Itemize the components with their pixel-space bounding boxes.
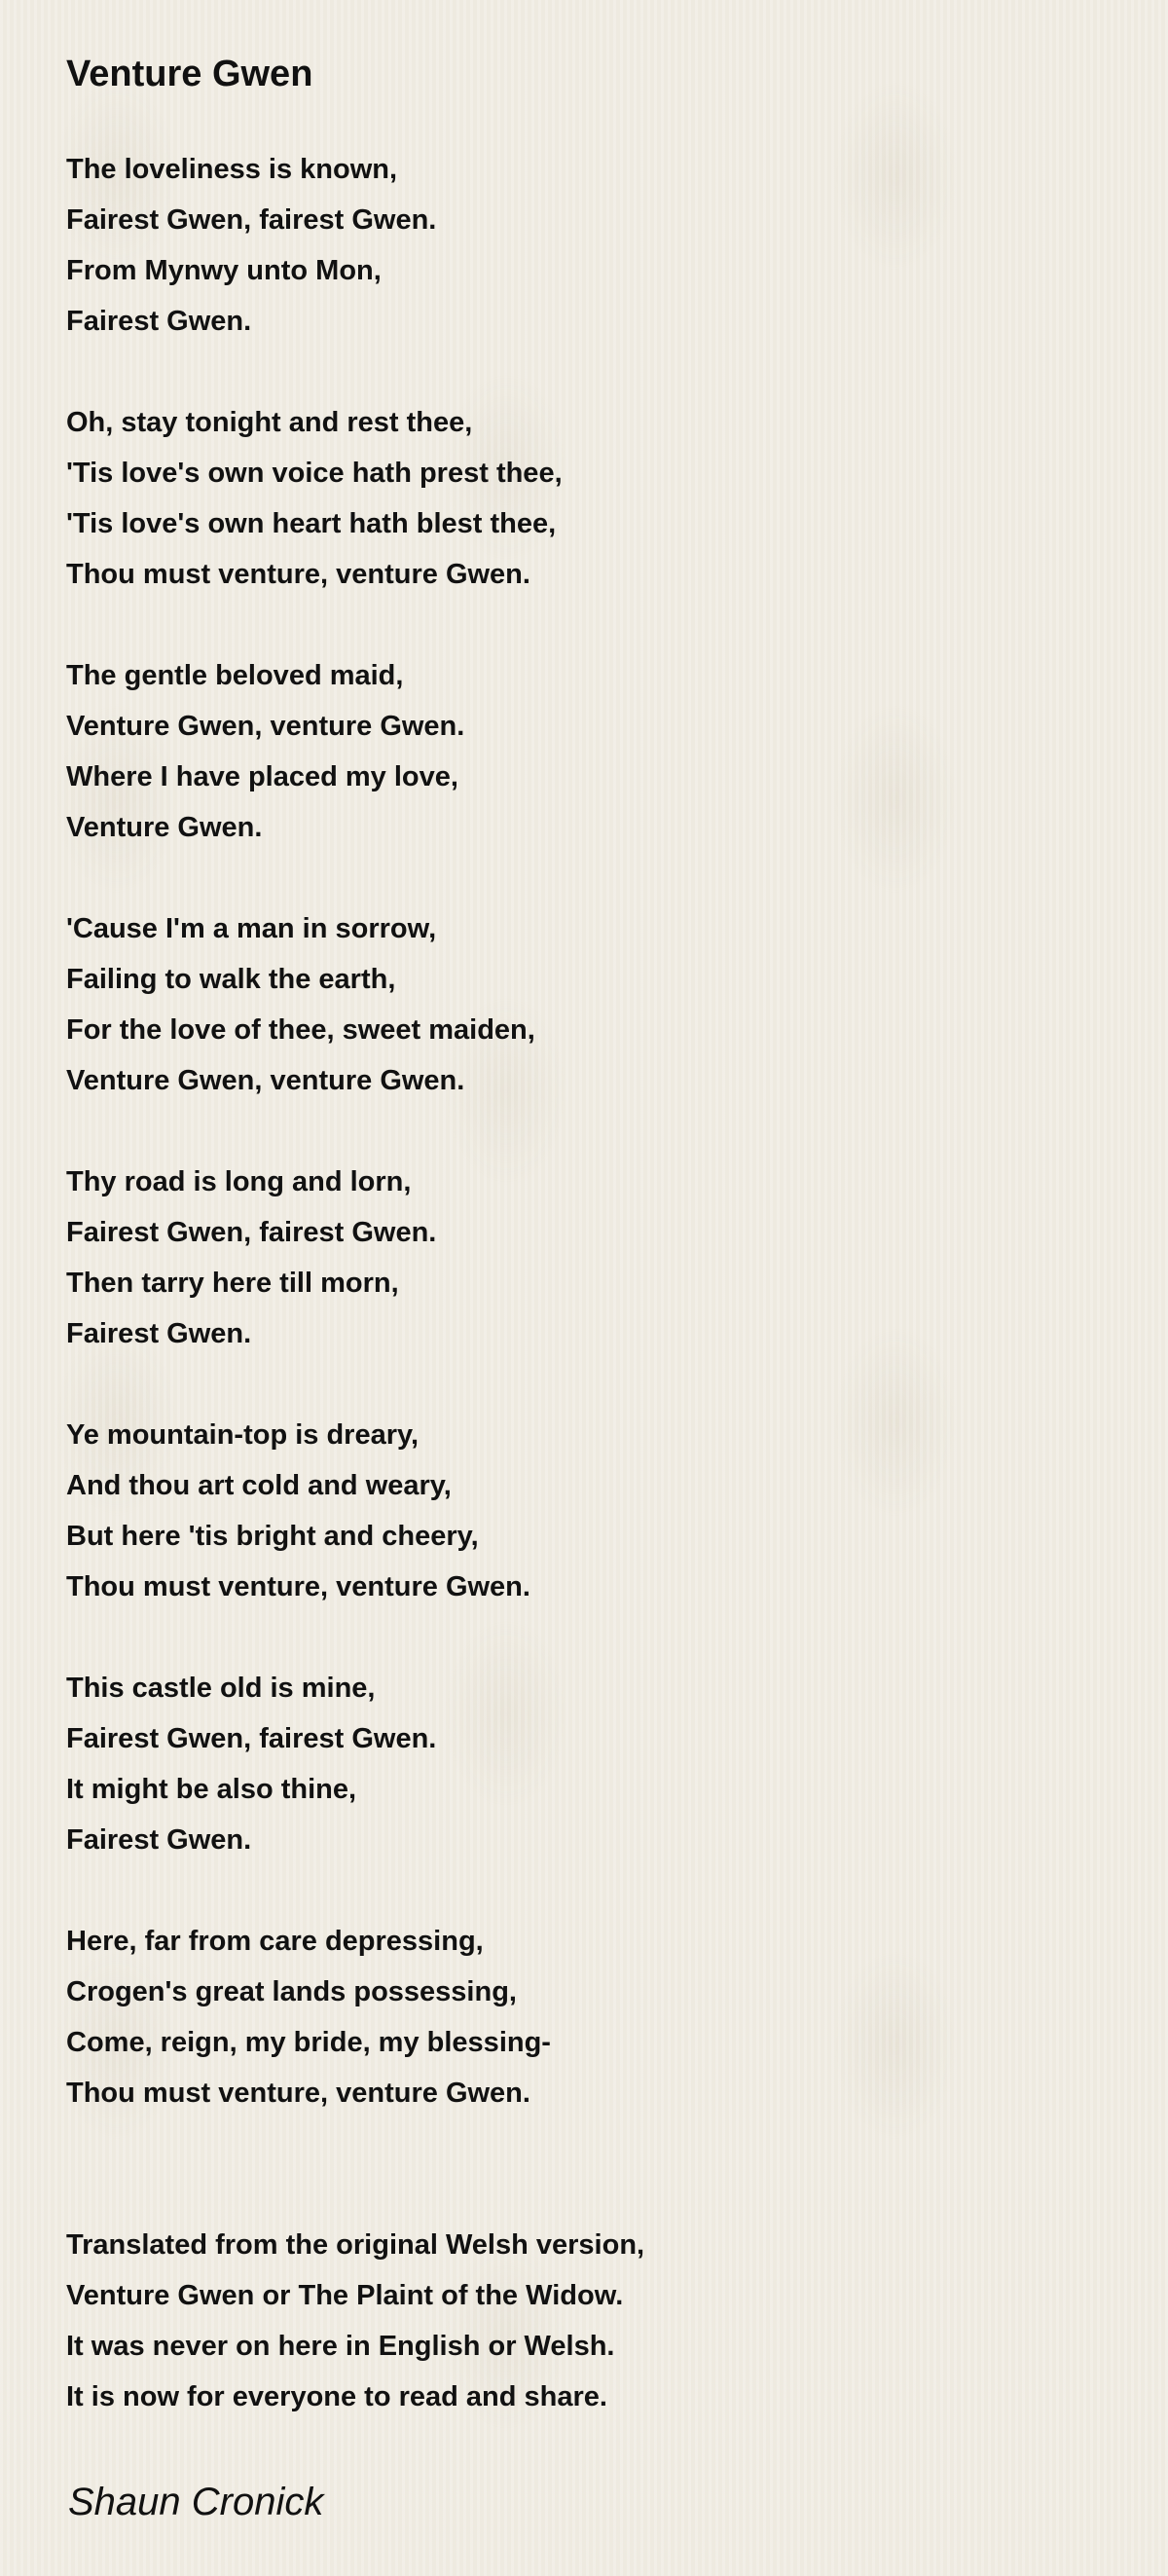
poem-title: Venture Gwen [66, 54, 313, 94]
poem-line: Where I have placed my love, [66, 761, 458, 792]
stanza-3 [66, 650, 1117, 853]
poem-line: Fairest Gwen, fairest Gwen. [66, 1217, 437, 1248]
poem-line: Fairest Gwen. [66, 306, 252, 337]
poem-line: And thou art cold and weary, [66, 1470, 452, 1501]
poem-line: Oh, stay tonight and rest thee, [66, 407, 473, 438]
poem-line: It might be also thine, [66, 1774, 357, 1805]
poem-line: Crogen's great lands possessing, [66, 1976, 517, 2007]
stanza-1 [66, 144, 1117, 347]
poem-line: The loveliness is known, [66, 154, 398, 185]
poem-line: Fairest Gwen. [66, 1318, 252, 1349]
poem-line: 'Cause I'm a man in sorrow, [66, 913, 437, 944]
stanza-5 [66, 1157, 1117, 1359]
poem-author: Shaun Cronick [68, 2481, 324, 2523]
poem-line: Venture Gwen. [66, 812, 263, 843]
stanza-2 [66, 397, 1117, 600]
translation-note [66, 2220, 1117, 2422]
poem-line: For the love of thee, sweet maiden, [66, 1014, 535, 1046]
note-line: Translated from the original Welsh version, [66, 2229, 645, 2261]
poem-line: Venture Gwen, venture Gwen. [66, 1065, 465, 1096]
poem-line: The gentle beloved maid, [66, 660, 404, 691]
poem-line: But here 'tis bright and cheery, [66, 1521, 479, 1552]
poem-line: Failing to walk the earth, [66, 964, 396, 995]
note-line: It was never on here in English or Welsh. [66, 2331, 615, 2362]
poem-line: Fairest Gwen, fairest Gwen. [66, 1723, 437, 1754]
poem-line: Then tarry here till morn, [66, 1268, 399, 1299]
poem-line: Thy road is long and lorn, [66, 1166, 412, 1197]
poem-line: Come, reign, my bride, my blessing- [66, 2027, 551, 2058]
poem-line: 'Tis love's own voice hath prest thee, [66, 458, 563, 489]
note-line: It is now for everyone to read and share. [66, 2381, 607, 2412]
poem-line: Here, far from care depressing, [66, 1926, 484, 1957]
stanza-7 [66, 1663, 1117, 1865]
poem-line: Venture Gwen, venture Gwen. [66, 711, 465, 742]
stanza-4 [66, 903, 1117, 1106]
poem-line: This castle old is mine, [66, 1673, 376, 1704]
note-line: Venture Gwen or The Plaint of the Widow. [66, 2280, 624, 2311]
poem-line: Thou must venture, venture Gwen. [66, 559, 530, 590]
poem-line: Thou must venture, venture Gwen. [66, 1571, 530, 1602]
poem-line: Ye mountain-top is dreary, [66, 1419, 420, 1451]
poem-line: 'Tis love's own heart hath blest thee, [66, 508, 557, 539]
stanza-8 [66, 1916, 1117, 2118]
poem-body [66, 144, 1117, 2473]
poem-line: Thou must venture, venture Gwen. [66, 2078, 530, 2109]
poem-line: From Mynwy unto Mon, [66, 255, 382, 286]
poem-line: Fairest Gwen. [66, 1824, 252, 1856]
stanza-6 [66, 1410, 1117, 1612]
poem-line: Fairest Gwen, fairest Gwen. [66, 204, 437, 236]
